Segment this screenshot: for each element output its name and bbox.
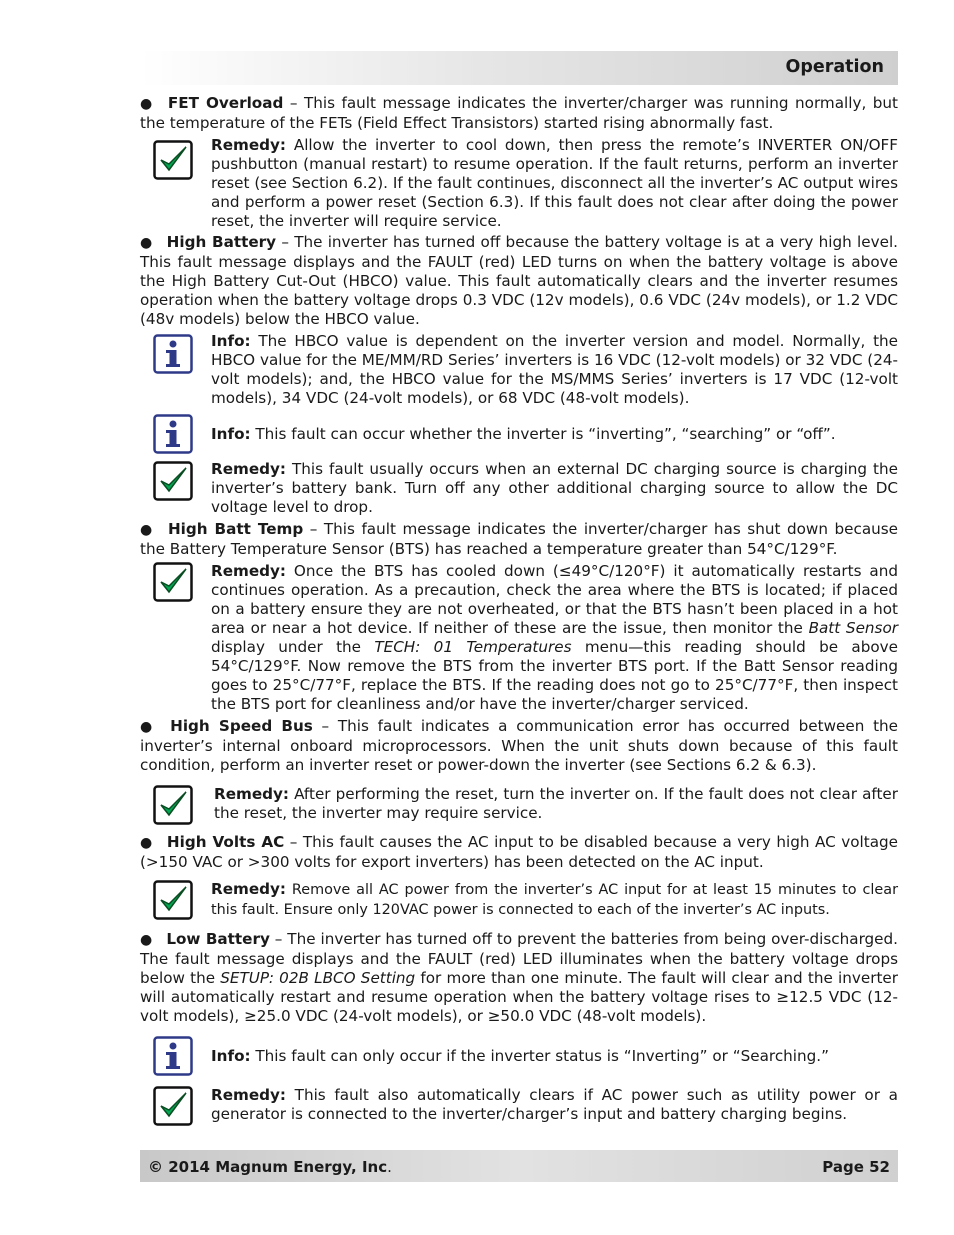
remedy-note <box>140 1086 898 1124</box>
remedy-label: Remedy: <box>211 880 286 898</box>
remedy-note <box>140 785 898 823</box>
page-content <box>140 94 898 1124</box>
fault-description: – The inverter has turned off to prevent the batteries from being over-discharged. The fault message displays and the FAULT (red) LED illuminates when the battery voltage drops below the <box>140 930 898 987</box>
header-bar <box>140 51 898 85</box>
fault-description: – This fault indicates a communication error has occurred between the inverter’s internal onboard microprocessors. When the unit shuts down because of this fault condition, perform an inverter reset or power-down the inverter (see Sections 6.2 & 6.3). <box>140 717 899 774</box>
fault-emphasis: SETUP: 02B LBCO Setting <box>220 969 416 987</box>
remedy-text: Remove all AC power from the inverter’s AC input for at least 15 minutes to clear this fault. Ensure only 120VAC power is connected to each of the inverter’s AC inputs. <box>211 882 898 918</box>
page-number: Page 52 <box>822 1158 890 1176</box>
fault-title: High Battery <box>166 233 277 251</box>
remedy-text: After performing the reset, turn the inverter on. If the fault does not clear after the reset, the inverter may require service. <box>214 785 898 822</box>
remedy-label: Remedy: <box>211 460 286 478</box>
remedy-emphasis: TECH: 01 Temperatures <box>374 638 572 656</box>
copyright-text: © 2014 Magnum Energy, Inc <box>148 1158 388 1176</box>
fault-description: for more than one minute. The fault will clear and the inverter will automatically restart and resume operation when the battery voltage rises to ≥12.5 VDC (12-volt models), ≥25.0 VDC (24-volt models), or ≥50.0 VDC (48-volt models). <box>140 969 899 1025</box>
remedy-label: Remedy: <box>211 136 286 154</box>
info-note <box>140 332 898 408</box>
checkmark-icon <box>153 785 193 825</box>
remedy-label: Remedy: <box>211 1086 286 1104</box>
fault-high-battery: ● High Battery – The inverter has turned off because the battery voltage is at a very high level. This fault message displays and the FAULT (red) LED turns on when the battery voltage is above the High Battery Cut-Out (HBCO) value. This fault automatically clears and the inverter resumes operation when the battery voltage drops 0.3 VDC (12v models), 0.6 VDC (24v models), or 1.2 VDC (48v models) below the HBCO value. <box>140 233 898 328</box>
remedy-label: Remedy: <box>211 562 286 580</box>
fault-title: Low Battery <box>166 930 270 948</box>
remedy-text: This fault usually occurs when an external DC charging source is charging the inverter’s battery bank. Turn off any other additional charging source to allow the DC voltage level to drop. <box>211 460 898 516</box>
checkmark-icon <box>153 140 193 180</box>
info-label: Info: <box>211 425 251 443</box>
remedy-note <box>140 880 898 920</box>
info-label: Info: <box>211 1047 251 1065</box>
fault-description: – The inverter has turned off because the battery voltage is at a very high level. This fault message displays and the FAULT (red) LED turns on when the battery voltage is above the High Battery Cut-Out (HBCO) value. This fault automatically clears and the inverter resumes operation when the battery voltage drops 0.3 VDC (12v models), 0.6 VDC (24v models), or 1.2 VDC (48v models) below the HBCO value. <box>140 233 898 328</box>
info-text: This fault can occur whether the inverter is “inverting”, “searching” or “off”. <box>250 425 836 443</box>
info-icon <box>153 334 193 374</box>
info-label: Info: <box>211 332 251 350</box>
fault-title: High Volts AC <box>166 833 285 851</box>
info-icon <box>153 1036 193 1076</box>
remedy-note <box>140 562 898 714</box>
fault-title: High Speed Bus <box>170 717 313 735</box>
info-text: This fault can only occur if the inverter status is “Inverting” or “Searching.” <box>250 1047 829 1065</box>
fault-description: – This fault causes the AC input to be disabled because a very high AC voltage (>150 VAC or >300 volts for export inverters) has been detected on the AC input. <box>140 833 898 871</box>
info-icon <box>153 414 193 454</box>
remedy-text: This fault also automatically clears if AC power such as utility power or a generator is connected to the inverter/charger’s input and battery charging begins. <box>211 1086 898 1123</box>
copyright-period: . <box>387 1158 392 1176</box>
remedy-text: Once the BTS has cooled down (≤49°C/120°F) it automatically restarts and continues operation. As a precaution, check the area where the BTS is located; if placed on a battery ensure they are not overheated, or that the BTS hasn’t been placed in a hot area or near a hot device. If neither of these are the issue, then monitor the <box>211 562 898 637</box>
fault-high-speed-bus: ● High Speed Bus – This fault indicates a communication error has occurred between the inverter’s internal onboard microprocessors. When the unit shuts down because of this fault condition, perform an inverter reset or power-down the inverter (see Sections 6.2 & 6.3). <box>140 717 899 774</box>
fault-title: FET Overload <box>167 94 284 112</box>
fault-title: High Batt Temp <box>167 520 304 538</box>
copyright <box>148 1158 392 1176</box>
remedy-text: menu—this reading should be above 54°C/129°F. Now remove the BTS from the inverter BTS port. If the Batt Sensor reading goes to 25°C/77°F, replace the BTS. If the reading does not go to 25°C/77°F, then inspect the BTS port for cleanliness and/or have the inverter/charger serviced. <box>211 638 898 713</box>
remedy-emphasis: Batt Sensor <box>808 619 898 637</box>
remedy-text: Allow the inverter to cool down, then press the remote’s INVERTER ON/OFF pushbutton (manual restart) to resume operation. If the fault returns, perform an inverter reset (see Section 6.2). If the fault continues, disconnect all the inverter’s AC output wires and perform a power reset (Section 6.3). If this fault does not clear after doing the power reset, the inverter will require service. <box>211 136 898 230</box>
info-note <box>140 414 898 454</box>
fault-high-batt-temp: ● High Batt Temp – This fault message indicates the inverter/charger has shut down because the Battery Temperature Sensor (BTS) has reached a temperature greater than 54°C/129°F. <box>140 520 899 558</box>
section-title: Operation <box>785 57 884 77</box>
checkmark-icon <box>153 880 193 920</box>
checkmark-icon <box>153 461 193 501</box>
remedy-label: Remedy: <box>214 785 289 803</box>
fault-description: – This fault message indicates the inverter/charger has shut down because the Battery Temperature Sensor (BTS) has reached a temperature greater than 54°C/129°F. <box>140 520 899 558</box>
checkmark-icon <box>153 562 193 602</box>
info-note <box>140 1036 898 1076</box>
fault-high-volts-ac: ● High Volts AC – This fault causes the AC input to be disabled because a very high AC voltage (>150 VAC or >300 volts for export inverters) has been detected on the AC input. <box>140 833 898 871</box>
remedy-note <box>140 460 898 517</box>
remedy-note <box>140 136 898 231</box>
footer-bar <box>140 1150 898 1182</box>
fault-low-battery: ● Low Battery – The inverter has turned off to prevent the batteries from being over-discharged. The fault message displays and the FAULT (red) LED illuminates when the battery voltage drops below the SETUP: 02B LBCO Setting for more than one minute. The fault will clear and the inverter will automatically restart and resume operation when the battery voltage rises to ≥12.5 VDC (12-volt models), ≥25.0 VDC (24-volt models), or ≥50.0 VDC (48-volt models). <box>140 930 899 1025</box>
info-text: The HBCO value is dependent on the inverter version and model. Normally, the HBCO value for the ME/MM/RD Series’ inverters is 16 VDC (12-volt models) or 32 VDC (24-volt models); and, the HBCO value for the MS/MMS Series’ inverters is 17 VDC (12-volt models), 34 VDC (24-volt models), or 68 VDC (48-volt models). <box>211 332 898 407</box>
checkmark-icon <box>153 1086 193 1126</box>
fault-fet-overload: ● FET Overload – This fault message indicates the inverter/charger was running normally, but the temperature of the FETs (Field Effect Transistors) started rising abnormally fast. <box>140 94 899 132</box>
remedy-text: display under the <box>211 638 375 656</box>
fault-description: – This fault message indicates the inverter/charger was running normally, but the temperature of the FETs (Field Effect Transistors) started rising abnormally fast. <box>140 94 899 132</box>
